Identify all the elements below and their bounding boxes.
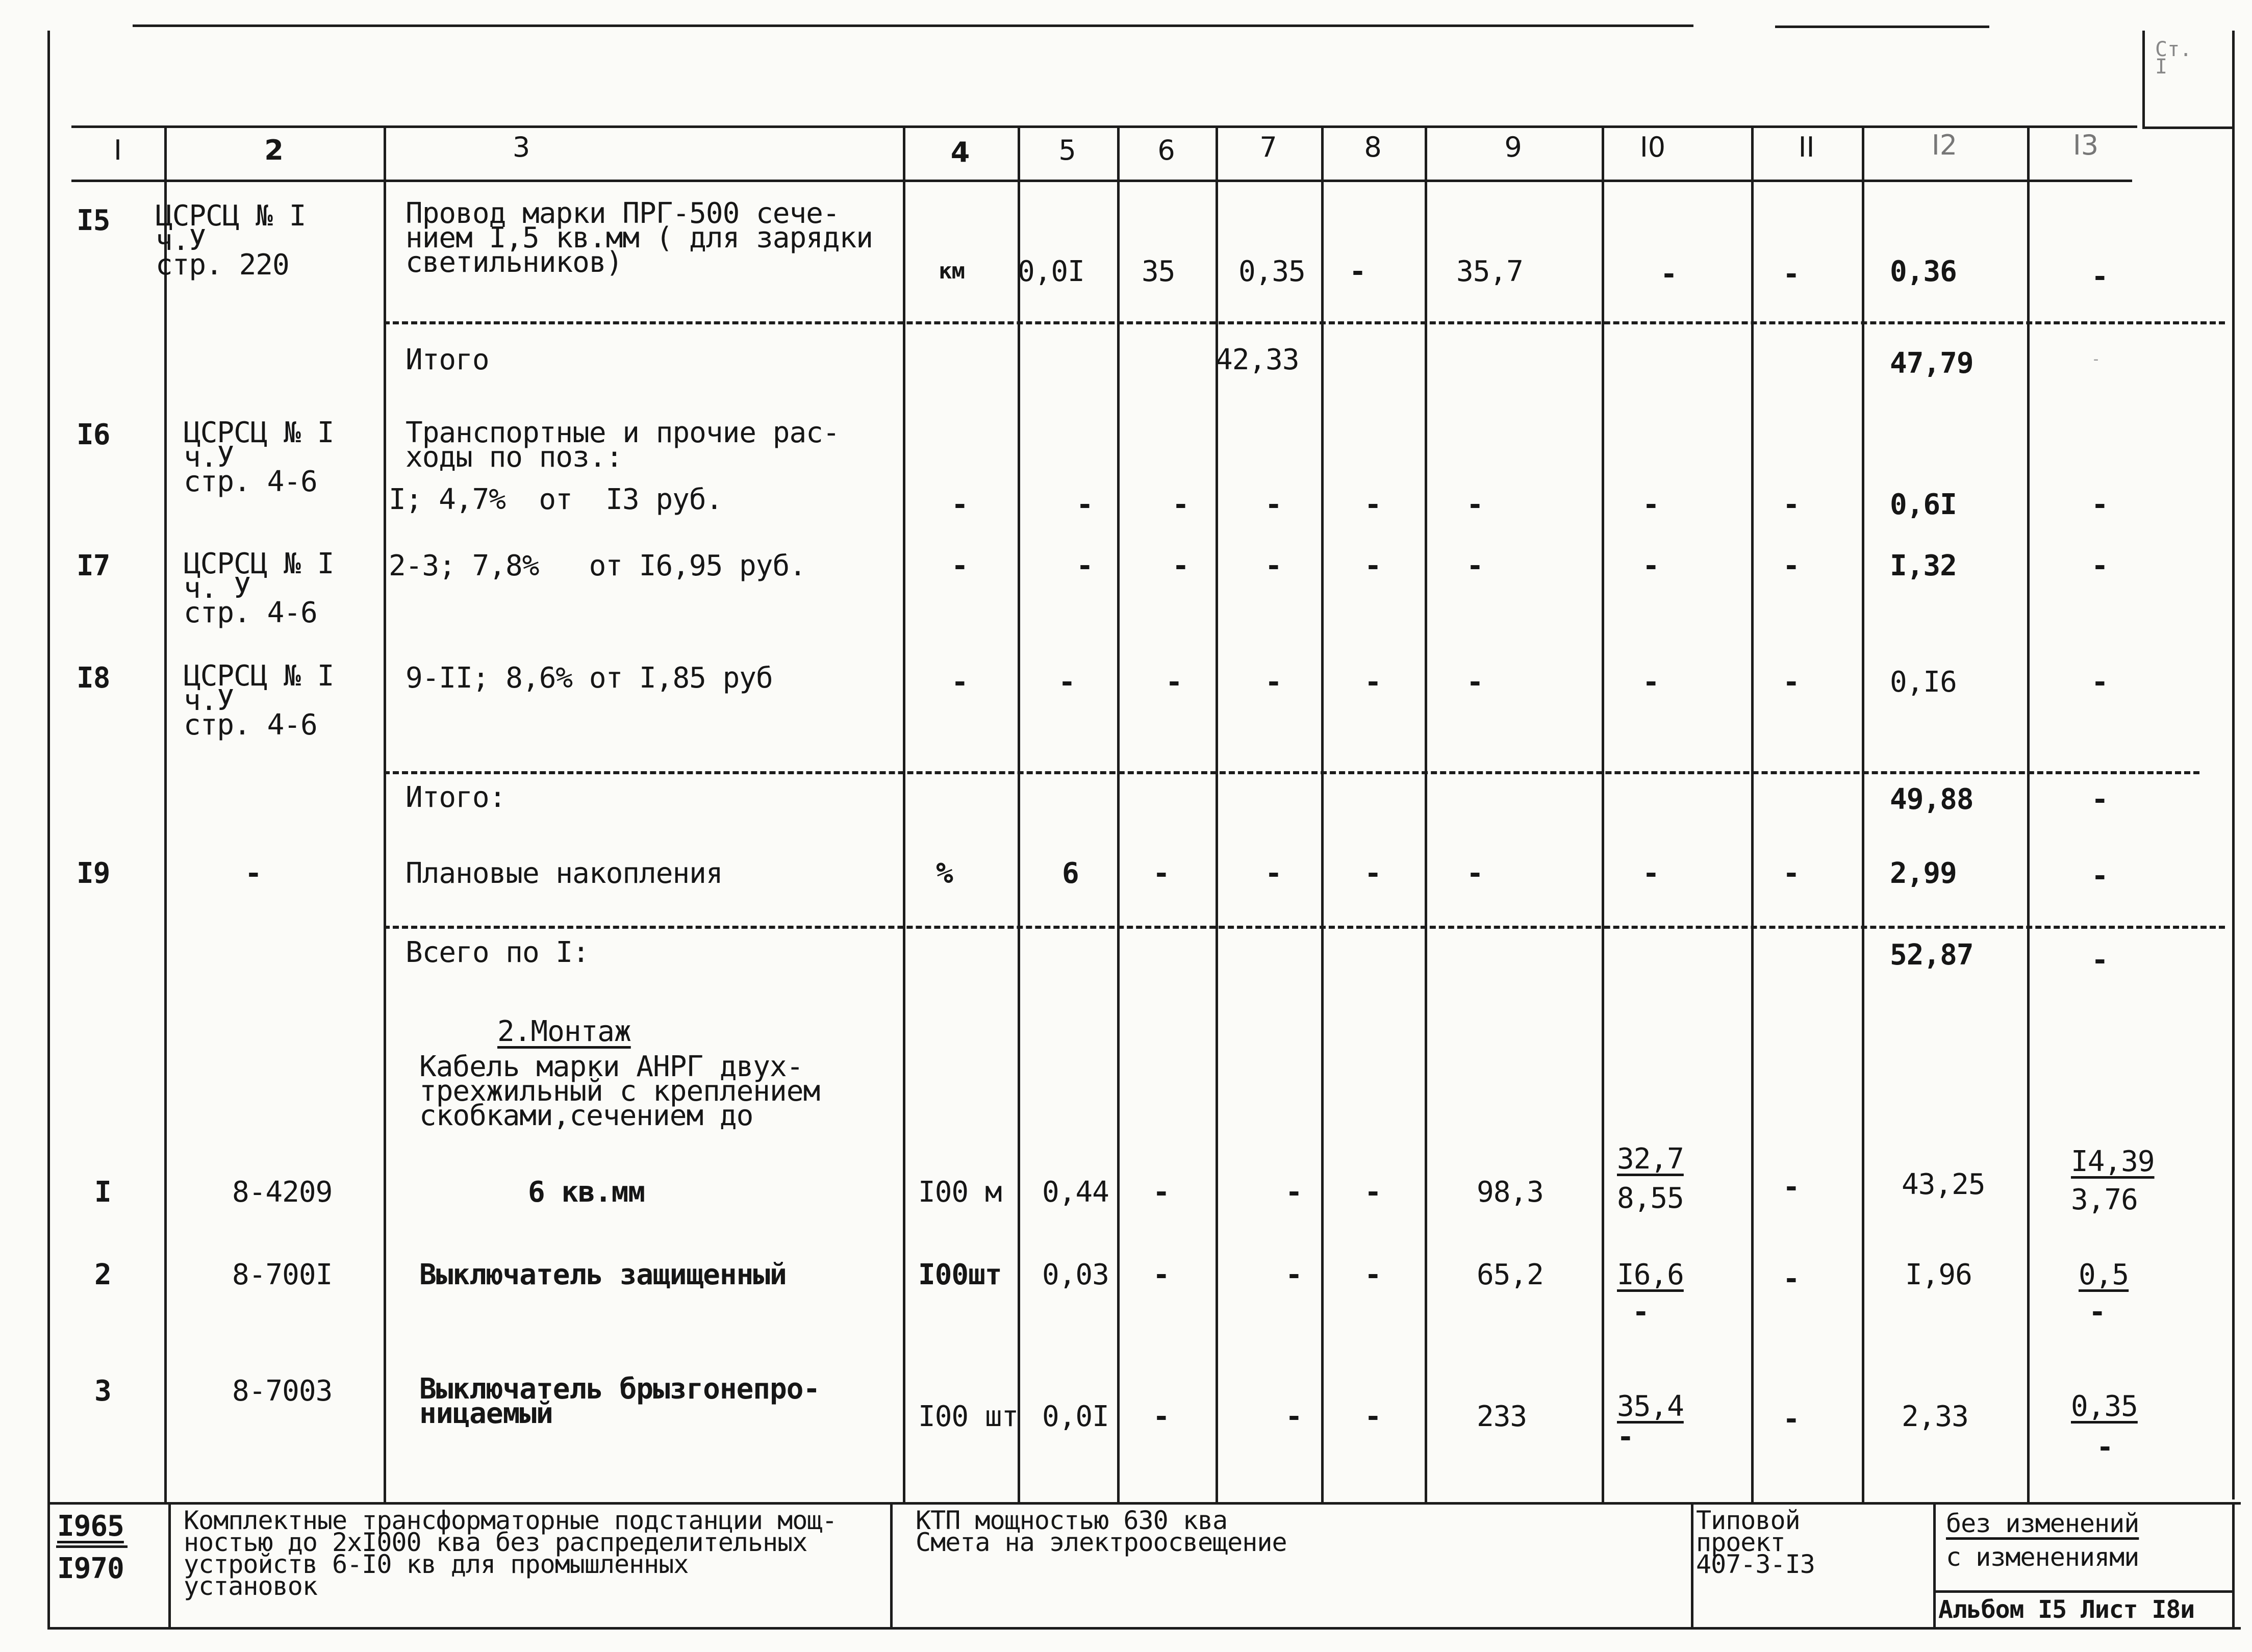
row15-c11: -	[1783, 258, 1800, 291]
row17-c5: -	[1076, 549, 1093, 582]
m2-c5: 0,03	[1042, 1258, 1109, 1291]
row19-c13: -	[2091, 859, 2108, 893]
m3-c7: -	[1285, 1400, 1302, 1433]
right-border	[2232, 31, 2235, 1499]
row15-c6: 35	[1142, 255, 1175, 288]
col-header-7: 7	[1259, 131, 1277, 163]
row19-c4: %	[936, 857, 953, 890]
row18-c5: -	[1058, 666, 1075, 699]
m1-c12: 43,25	[1902, 1168, 1985, 1201]
year-2: I970	[57, 1552, 124, 1585]
itogo2-c13: -	[2091, 783, 2108, 816]
row-code-19: -	[245, 857, 262, 890]
vsego-label: Всего по I:	[406, 936, 589, 969]
row15-c7: 0,35	[1238, 255, 1305, 288]
col-header-5: 5	[1058, 134, 1076, 166]
col-sep-1	[164, 125, 167, 1503]
row15-c4: км	[939, 258, 965, 284]
left-border	[47, 31, 50, 1627]
row17-c4: -	[951, 549, 968, 582]
row-num-16: I6	[77, 418, 110, 451]
change-status-2: с изменениями	[1946, 1542, 2139, 1572]
row15-c8: -	[1349, 255, 1366, 288]
row19-c8: -	[1364, 857, 1381, 890]
row17-c10: -	[1642, 549, 1659, 582]
title-sep-3	[1691, 1502, 1693, 1630]
header-bottom-line	[71, 180, 2132, 182]
corner-label: Ст. I	[2155, 38, 2192, 79]
row16-c10: -	[1642, 488, 1659, 521]
row15-c10: -	[1660, 258, 1677, 291]
m1-c9: 98,3	[1477, 1176, 1543, 1209]
vsego-c12: 52,87	[1890, 938, 1973, 972]
row18-c7: -	[1265, 666, 1282, 699]
row18-c11: -	[1783, 666, 1800, 699]
m1-desc: 6 кв.мм	[528, 1176, 645, 1209]
m3-c4: I00 шт	[918, 1400, 1019, 1433]
m2-c10-bottom: -	[1632, 1295, 1649, 1329]
row-code-15: ЦСРСЦ № I ч.У стр. 220	[156, 199, 306, 282]
m2-c13-top: 0,5	[2079, 1258, 2129, 1291]
title-sep-2	[890, 1502, 893, 1630]
row16-c9: -	[1466, 488, 1483, 521]
col-header-3: 3	[512, 131, 530, 163]
col-sep-5	[1117, 125, 1120, 1503]
m3-c12: 2,33	[1902, 1400, 1968, 1433]
col-header-6: 6	[1157, 134, 1175, 166]
row17-c8: -	[1364, 549, 1381, 582]
title-sep-1	[168, 1502, 171, 1630]
row16-c8: -	[1364, 488, 1381, 521]
row-desc-16b: I; 4,7% от I3 руб.	[389, 483, 723, 516]
row-code-17: ЦСРСЦ № I ч. У стр. 4-6	[184, 547, 334, 630]
row-desc-19: Плановые накопления	[406, 857, 723, 890]
m1-c13-bottom: 3,76	[2071, 1183, 2138, 1216]
m1-c5: 0,44	[1042, 1176, 1109, 1209]
m1-c10-bottom: 8,55	[1617, 1182, 1684, 1215]
m3-c6: -	[1153, 1400, 1170, 1433]
row17-c13: -	[2091, 549, 2108, 582]
itogo2-c12: 49,88	[1890, 783, 1973, 816]
row15-c13: -	[2091, 260, 2108, 293]
itogo1-label: Итого	[406, 343, 489, 376]
m2-code: 8-700I	[232, 1258, 333, 1291]
row-num-18: I8	[77, 662, 110, 695]
row-code-18: ЦСРСЦ № I ч.У стр. 4-6	[184, 659, 334, 742]
m1-c13-top: I4,39	[2071, 1145, 2155, 1178]
itogo1-c7: 42,33	[1216, 343, 1299, 376]
m3-c5: 0,0I	[1042, 1400, 1109, 1433]
m2-num: 2	[94, 1258, 111, 1291]
album-separator	[1933, 1590, 2234, 1593]
row-desc-15: Провод марки ПРГ-500 сече- нием I,5 кв.мм ( для зарядки светильников)	[406, 197, 873, 279]
row19-c9: -	[1466, 857, 1483, 890]
row18-c13: -	[2091, 666, 2108, 699]
title-block-left	[47, 1502, 50, 1630]
m2-c7: -	[1285, 1258, 1302, 1291]
change-status-1: без изменений	[1946, 1509, 2139, 1538]
row15-c5: 0,0I	[1018, 255, 1084, 288]
m2-c11: -	[1783, 1262, 1800, 1295]
album-sheet: Альбом I5 Лист I8и	[1938, 1595, 2195, 1624]
m3-c13-top: 0,35	[2071, 1390, 2138, 1423]
project-title: Комплектные трансформаторные подстанции мощ- ностью до 2хI000 ква без распределительных устройств 6-I0 кв для промышленных установок	[184, 1506, 837, 1601]
row-desc-16: Транспортные и прочие рас- ходы по поз.:	[406, 416, 840, 474]
m2-c4: I00шт	[918, 1258, 1002, 1291]
m3-c9: 233	[1477, 1400, 1527, 1433]
m1-c7: -	[1285, 1176, 1302, 1209]
m1-code: 8-4209	[232, 1176, 333, 1209]
corner-box-bottom	[2142, 126, 2234, 129]
m1-c10-top: 32,7	[1617, 1142, 1684, 1176]
m1-num: I	[94, 1176, 111, 1209]
col-sep-3	[903, 125, 905, 1503]
vsego-c13: -	[2091, 944, 2108, 977]
row18-c8: -	[1364, 666, 1381, 699]
header-top-line	[71, 125, 2137, 128]
col-header-11: II	[1798, 131, 1815, 163]
col-sep-10	[1751, 125, 1754, 1503]
title-sep-4	[1933, 1502, 1936, 1630]
m2-c9: 65,2	[1477, 1258, 1543, 1291]
m2-c10-top: I6,6	[1617, 1258, 1684, 1291]
row-desc-17: 2-3; 7,8% от I6,95 руб.	[389, 549, 806, 582]
row-num-19: I9	[77, 857, 110, 890]
row19-c5: 6	[1062, 857, 1079, 890]
col-header-10: I0	[1639, 131, 1666, 163]
top-border-right	[1775, 26, 1989, 28]
row17-c9: -	[1466, 549, 1483, 582]
year-1: I965	[57, 1510, 124, 1543]
m2-desc: Выключатель защищенный	[419, 1258, 787, 1291]
m2-c8: -	[1364, 1258, 1381, 1291]
top-border	[133, 24, 1693, 27]
col-sep-9	[1602, 125, 1604, 1503]
row16-c12: 0,6I	[1890, 488, 1957, 521]
m1-c11: -	[1783, 1171, 1800, 1204]
dash-line-2	[384, 771, 2199, 774]
m2-c12: I,96	[1905, 1258, 1972, 1291]
m1-c8: -	[1364, 1176, 1381, 1209]
row18-c12: 0,I6	[1890, 666, 1957, 699]
row15-c9: 35,7	[1456, 255, 1523, 288]
row16-c5: -	[1076, 488, 1093, 521]
row-code-16: ЦСРСЦ № I ч.У стр. 4-6	[184, 416, 334, 499]
col-header-12: I2	[1931, 129, 1958, 161]
col-sep-4	[1018, 125, 1020, 1503]
m3-num: 3	[94, 1375, 111, 1408]
title-block-top	[47, 1502, 2241, 1505]
dash-line-3	[384, 926, 2225, 929]
row19-c7: -	[1265, 857, 1282, 890]
m3-code: 8-7003	[232, 1375, 333, 1408]
section-2-title: 2.Монтаж	[497, 1015, 631, 1048]
itogo1-c12: 47,79	[1890, 347, 1973, 380]
m3-c10-bottom: -	[1617, 1420, 1634, 1454]
m3-c8: -	[1364, 1400, 1381, 1433]
row15-c12: 0,36	[1890, 255, 1957, 288]
col-header-1: I	[114, 134, 122, 166]
row19-c10: -	[1642, 857, 1659, 890]
m1-c4: I00 м	[918, 1176, 1002, 1209]
row19-c11: -	[1783, 857, 1800, 890]
section-2-intro: Кабель марки АНРГ двух- трехжильный с креплением скобками,сечением до	[419, 1050, 820, 1133]
row16-c13: -	[2091, 488, 2108, 521]
m3-c13-bottom: -	[2096, 1431, 2113, 1464]
row18-c4: -	[951, 666, 968, 699]
ktp-title: КТП мощностью 630 ква Смета на электроосвещение	[916, 1506, 1287, 1557]
row18-c9: -	[1466, 666, 1483, 699]
col-header-8: 8	[1364, 131, 1382, 163]
row19-c12: 2,99	[1890, 857, 1957, 890]
col-sep-8	[1425, 125, 1427, 1503]
title-block-bottom	[47, 1627, 2241, 1630]
row17-c12: I,32	[1890, 549, 1957, 582]
col-header-2: 2	[264, 134, 284, 166]
col-header-4: 4	[950, 136, 970, 168]
col-sep-6	[1216, 125, 1218, 1503]
typical-project: Типовой проект 407-3-I3	[1696, 1506, 1815, 1579]
col-sep-11	[1862, 125, 1864, 1503]
row16-c7: -	[1265, 488, 1282, 521]
m3-c10-top: 35,4	[1617, 1390, 1684, 1423]
corner-box-left	[2142, 31, 2145, 128]
row18-c10: -	[1642, 666, 1659, 699]
row-num-15: I5	[77, 204, 110, 237]
row-num-17: I7	[77, 549, 110, 582]
row17-c6: -	[1172, 549, 1189, 582]
dash-line-1	[384, 321, 2225, 324]
m3-c11: -	[1783, 1403, 1800, 1436]
itogo1-c13: -	[2091, 350, 2101, 368]
year-separator	[56, 1545, 128, 1548]
itogo2-label: Итого:	[406, 781, 506, 814]
col-sep-12	[2027, 125, 2030, 1503]
row-desc-18: 9-II; 8,6% от I,85 руб	[406, 662, 773, 695]
row19-c6: -	[1153, 857, 1170, 890]
row16-c6: -	[1172, 488, 1189, 521]
row18-c6: -	[1166, 666, 1182, 699]
col-header-13: I3	[2072, 129, 2099, 161]
title-block-right	[2232, 1502, 2235, 1630]
col-sep-7	[1321, 125, 1324, 1503]
col-header-9: 9	[1504, 131, 1522, 163]
m3-desc: Выключатель брызгонепро- ницаемый	[419, 1373, 820, 1431]
row17-c11: -	[1783, 549, 1800, 582]
m2-c6: -	[1153, 1258, 1170, 1291]
m2-c13-bottom: -	[2089, 1295, 2106, 1329]
row16-c11: -	[1783, 488, 1800, 521]
row17-c7: -	[1265, 549, 1282, 582]
row16-c4: -	[951, 488, 968, 521]
col-sep-2	[384, 125, 386, 1503]
m1-c6: -	[1153, 1176, 1170, 1209]
